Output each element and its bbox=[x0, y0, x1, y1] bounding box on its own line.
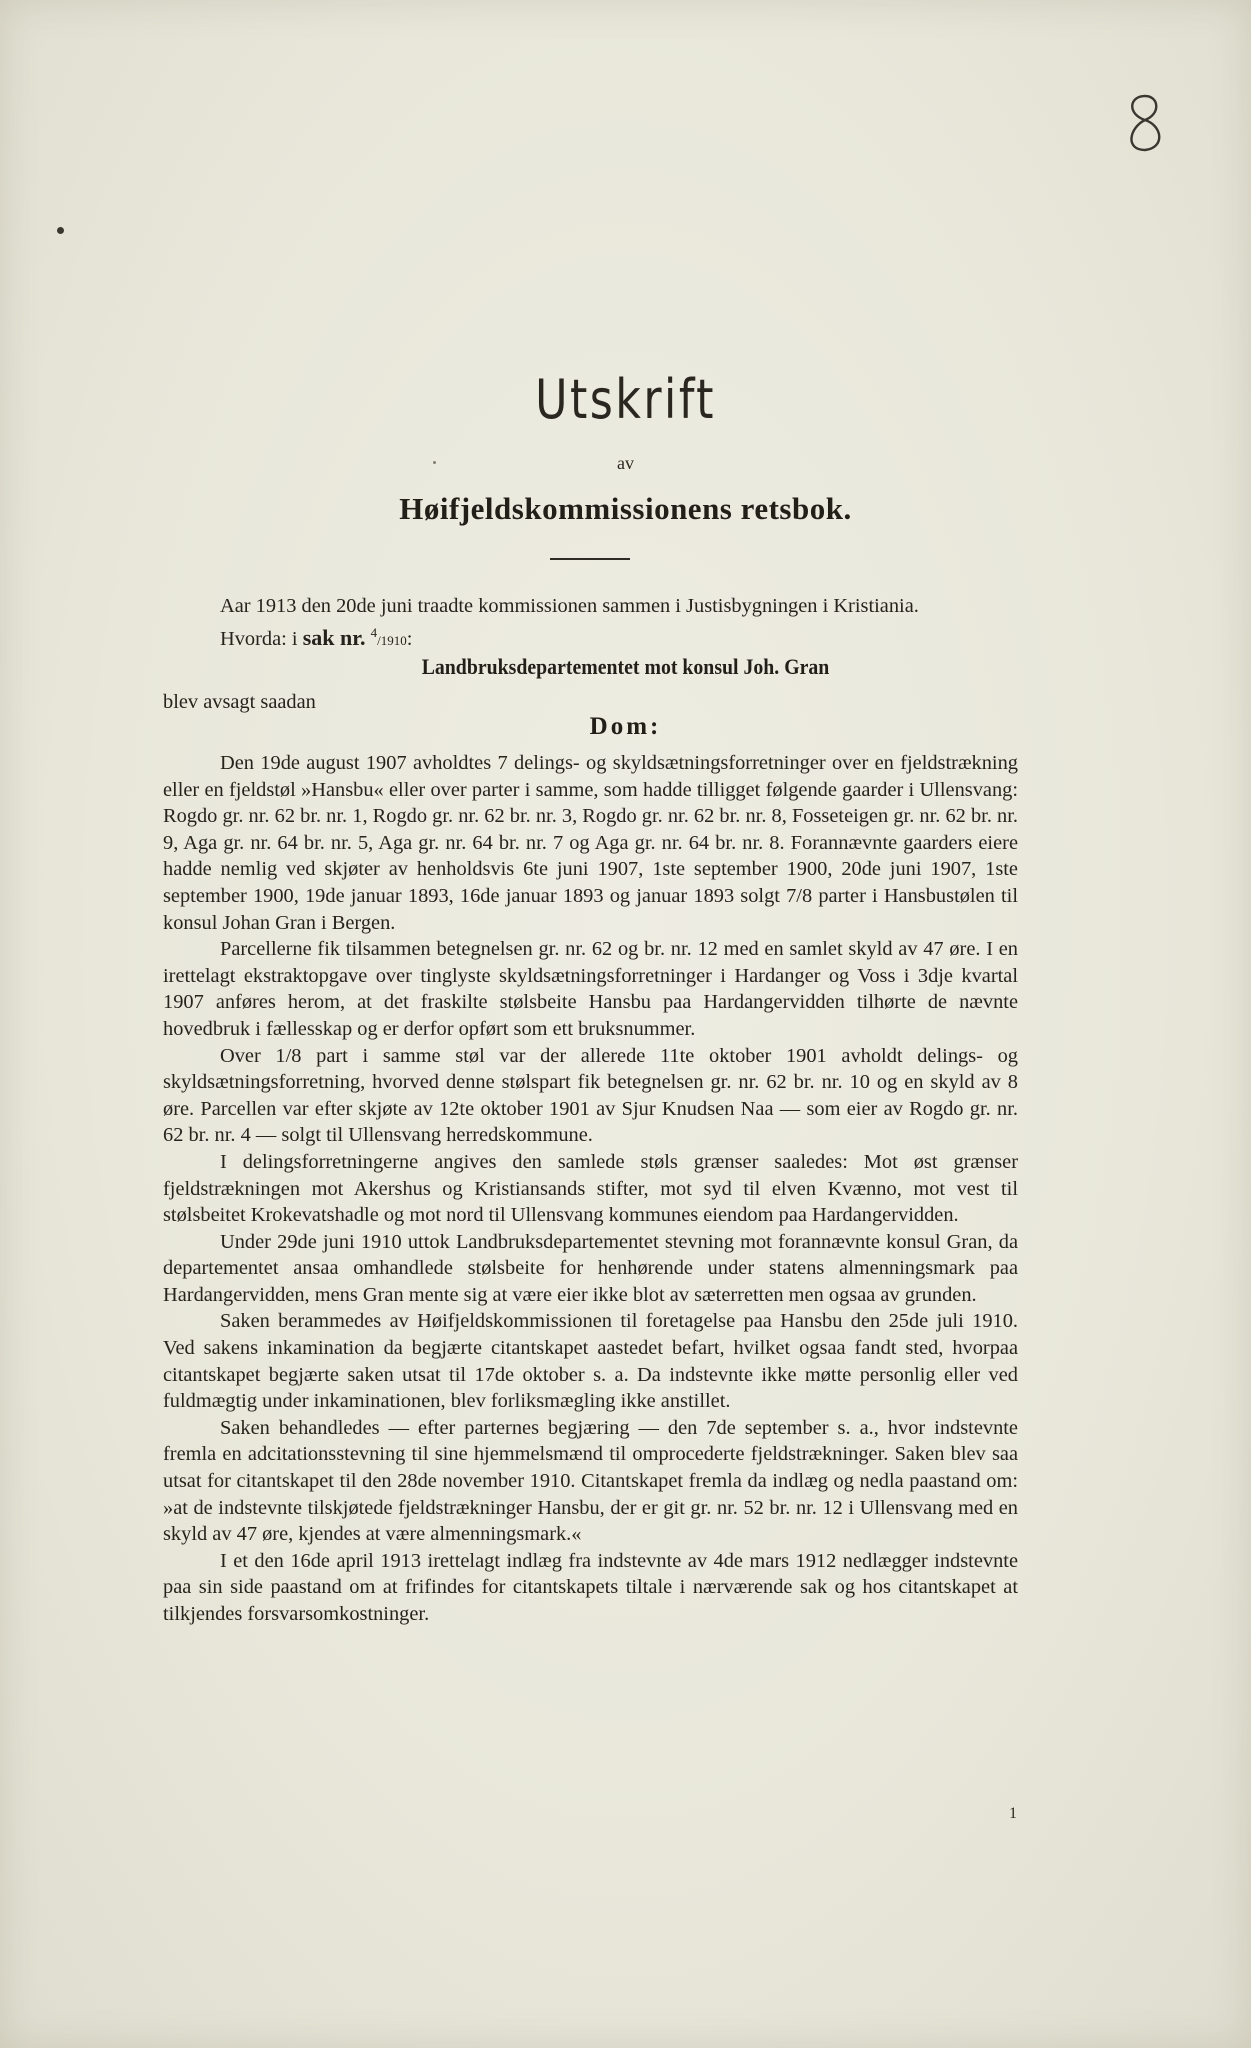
paragraph: Under 29de juni 1910 uttok Landbruksdepartementet stevning mot forannævnte konsul Gran, da departementet ansaa omhandlede stølsbeite for henhørende under statens almenningsmark paa Hardangervidden, mens Gran mente sig at være eier ikke blot av sæterretten men ogsaa av grunden. bbox=[163, 1230, 1018, 1306]
paragraph: I et den 16de april 1913 irettelagt indlæg fra indstevnte av 4de mars 1912 nedlægger indstevnte paa sin side paastand om at frifindes for citantskapets tiltale i nærværende sak og hos citantskapet at tilkjendes forsvarsomkostninger. bbox=[163, 1549, 1018, 1625]
title-divider bbox=[550, 558, 630, 560]
document-title: Utskrift bbox=[535, 368, 716, 431]
footer-page-number: 1 bbox=[1009, 1805, 1017, 1822]
paragraph: Saken berammedes av Høifjeldskommissionen til foretagelse paa Hansbu den 25de juli 1910. Ved sakens inkamination da begjærte citantskapet aastedet befart, hvilket ogsaa fandt sted, hvorpaa citantskapet begjærte saken utsat til 17de oktober s. a. Da indstevnte ikke møtte personlig eller ved fuldmægtig under inkaminationen, blev forliksmægling ikke anstillet. bbox=[163, 1310, 1018, 1413]
paragraph: Parcellerne fik tilsammen betegnelsen gr. nr. 62 og br. nr. 12 med en samlet skyld av 47 øre. I en irettelagt ekstraktopgave over tinglyste skyldsætningsforretninger i Hardanger og Voss i 3dje kvartal 1907 anføres herom, at det fraskilte stølsbeite Hansbu paa Hardangervidden tilhørte de nævnte hovedbruk i fællesskap og er derfor opført som ett bruksnummer. bbox=[163, 938, 1018, 1040]
case-parties: Landbruksdepartementet mot konsul Joh. Gran bbox=[421, 654, 830, 679]
title-connector: av bbox=[617, 453, 634, 473]
paragraph: Saken behandledes — efter parternes begjæring — den 7de september s. a., hvor indstevnte fremla en adcitationsstevning til sine hjemmelsmænd til omprocederte fjeldstrækninger. Saken blev saa utsat for citantskapet til den 28de november 1910. Citantskapet fremla da indlæg og nedla paastand om: »at de indstevnte tilskjøtede fjeldstrækninger Hansbu, der er git gr. nr. 52 br. nr. 12 i Ullensvang med en skyld av 47 øre, kjendes at være almenningsmark.« bbox=[163, 1416, 1018, 1546]
paper-speck bbox=[57, 227, 64, 234]
paragraph: Den 19de august 1907 avholdtes 7 delings- og skyldsætningsforretninger over en fjeldstrækning eller en fjeldstøl »Hansbu« eller over parter i samme, som hadde tilligget følgende gaarder i Ullensvang: Rogdo gr. nr. 62 br. nr. 1, Rogdo gr. nr. 62 br. nr. 3, Rogdo gr. nr. 62 br. nr. 8, Fosseteigen gr. nr. 62 br. nr. 9, Aga gr. nr. 64 br. nr. 5, Aga gr. nr. 64 br. nr. 7 og Aga gr. nr. 64 br. nr. 8. Forannævnte gaarders eiere hadde nemlig ved skjøter av henholdsvis 6te juni 1907, 1ste september 1900, 20de juni 1907, 1ste september 1900, 19de januar 1893, 16de januar 1893 og januar 1893 solgt 7/8 parter i Hansbustølen til konsul Johan Gran i Bergen. bbox=[163, 752, 1018, 934]
document-subtitle: Høifjeldskommissionens retsbok. bbox=[399, 491, 852, 526]
paragraph: Over 1/8 part i samme støl var der allerede 11te oktober 1901 avholdt delings- og skyldsætningsforretning, hvorved denne stølspart fik betegnelsen gr. nr. 62 br. nr. 10 og en skyld av 8 øre. Parcellen var efter skjøte av 12te oktober 1901 av Sjur Knudsen Naa — som eier av Rogdo gr. nr. 62 br. nr. 4 — solgt til Ullensvang herredskommune. bbox=[163, 1044, 1018, 1147]
handwritten-page-number bbox=[1115, 92, 1177, 154]
intro-hvorda: Hvorda: i bbox=[220, 627, 298, 650]
intro-block bbox=[220, 593, 1020, 654]
paragraph: I delingsforretningerne angives den samlede støls grænser saaledes: Mot øst grænser fjeldstrækningen mot Akershus og Kristiansands stifter, mot syd til elven Kvænno, mot vest til stølsbeitet Krokevatshadle og mot nord til Ullensvang kommunes eiendom paa Hardangervidden. bbox=[163, 1150, 1018, 1227]
case-label: sak nr. bbox=[302, 624, 366, 650]
case-number: 4 bbox=[370, 624, 378, 640]
case-year: /1910 bbox=[377, 632, 407, 648]
case-colon: : bbox=[406, 627, 413, 650]
verdict-body bbox=[163, 750, 1018, 1628]
verdict-heading: Dom: bbox=[589, 713, 662, 740]
intro-line-1: Aar 1913 den 20de juni traadte kommissionen sammen i Justisbygningen i Kristiania. bbox=[220, 595, 919, 617]
verdict-lead-in: blev avsagt saadan bbox=[163, 691, 316, 713]
intro-line-2 bbox=[220, 620, 1020, 654]
